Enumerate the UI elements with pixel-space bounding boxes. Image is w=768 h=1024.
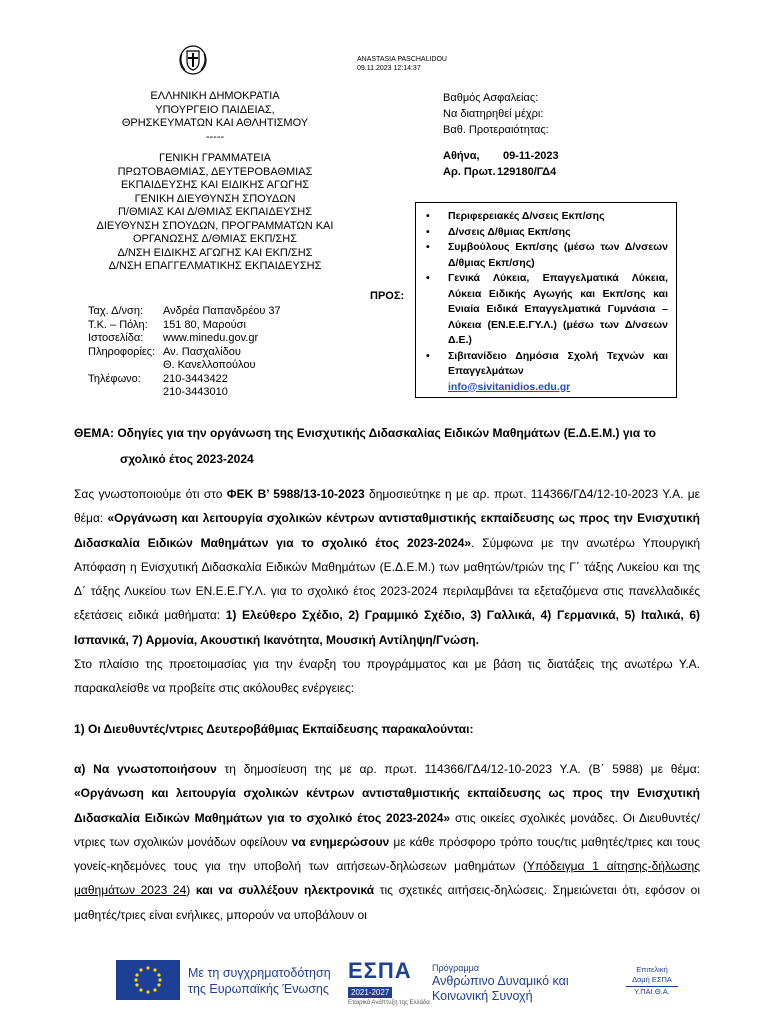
retention: Να διατηρηθεί μέχρι: — [443, 108, 544, 120]
espa-logo: ΕΣΠΑ 2021-2027 Εταιρικό Ανάπτυξη της Ελλάδα — [348, 958, 430, 1006]
subject — [74, 420, 704, 472]
subject-line: ΘΕΜΑ: Οδηγίες για την οργάνωση της Ενισχυτικής Διδασκαλίας Ειδικών Μαθημάτων (Ε.Δ.Ε.Μ.) για το — [74, 426, 656, 440]
priority: Βαθ. Προτεραιότητας: — [443, 124, 549, 136]
paragraph: α) Να γνωστοποιήσουν τη δημοσίευση της με αρ. πρωτ. 114366/ΓΔ4/12-10-2023 Υ.Α. (Β΄ 5988) με θέμα: «Οργάνωση και λειτουργία σχολικών κέντρων αντισταθμιστικής εκπαίδευσης ως προς την Ενισχυτική Διδασκαλία Ειδικών Μαθημάτων για το σχολικό έτος 2023-2024» στις οικείες σχολικές μονάδες. Οι Διευθυντές/ντριες των σχολικών μονάδων οφείλουν να ενημερώσουν με κάθε πρόσφορο τρόπο τους/τις μαθητές/τριες και τους γονείς-κηδεμόνες τους για την υποβολή των αιτήσεων-δηλώσεων μαθημάτων (Υπόδειγμα 1 αίτησης-δήλωσης μαθημάτων 2023 24) και να συλλέξουν ηλεκτρονικά τις σχετικές αιτήσεις-δηλώσεις. Σημειώνεται ότι, εφόσον οι μαθητές/τριες είναι ενήλικες, μπορούν να υποβάλουν οι — [74, 761, 700, 922]
header-line: ΠΡΩΤΟΒΑΘΜΙΑΣ, ΔΕΥΤΕΡΟΒΑΘΜΙΑΣ — [117, 165, 313, 178]
recipient-item: • Συμβούλους Εκπ/σης (μέσω των Δ/νσεων Δ/θμιας Εκπ/σης) — [426, 241, 668, 269]
recipients-box — [415, 202, 677, 398]
header-line: Δ/ΝΣΗ ΕΠΑΓΓΕΛΜΑΤΙΚΗΣ ΕΚΠΑΙΔΕΥΣΗΣ — [108, 260, 322, 272]
section-heading: 1) Οι Διευθυντές/ντριες Δευτεροβάθμιας Εκπαίδευσης παρακαλούνται: — [74, 721, 474, 736]
recipient-item: • Γενικά Λύκεια, Επαγγελματικά Λύκεια, Λύκεια Ειδικής Αγωγής και Εκπ/σης και Ενιαία Ειδικά Επαγγελματικά Γυμνάσια – Λύκεια (ΕΝ.Ε.Ε.ΓΥ.Λ.) (μέσω των Δ/νσεων Δ.Ε.) — [426, 272, 668, 346]
greek-emblem-icon — [178, 42, 208, 76]
agency-logo: Επιτελική Δομή ΕΣΠΑ Υ.ΠΑΙ.Θ.Α. — [612, 965, 692, 997]
contact-row: Τηλέφωνο: 210-3443422 — [88, 372, 228, 385]
template-link[interactable]: Υπόδειγμα 1 αίτησης-δήλωσης μαθημάτων 2023 24 — [74, 859, 700, 898]
contact-row: Ιστοσελίδα: www.minedu.gov.gr — [88, 332, 259, 344]
contact-row: Θ. Κανελλοπούλου — [163, 359, 256, 371]
subject-line: σχολικό έτος 2023-2024 — [120, 452, 254, 466]
contact-info — [88, 305, 281, 400]
contact-row: Τ.Κ. – Πόλη: 151 80, Μαρούσι — [88, 318, 246, 331]
digital-signature — [357, 55, 447, 73]
place: Αθήνα, — [443, 150, 480, 162]
header-line: ΓΕΝΙΚΗ ΓΡΑΜΜΑΤΕΙΑ — [159, 152, 271, 164]
recipient-item: • Περιφερειακές Δ/νσεις Εκπ/σης — [426, 210, 605, 222]
header-line: ΓΕΝΙΚΗ ΔΙΕΥΘΥΝΣΗ ΣΠΟΥΔΩΝ — [134, 192, 296, 205]
header-line: ΕΚΠΑΙΔΕΥΣΗΣ ΚΑΙ ΕΙΔΙΚΗΣ ΑΓΩΓΗΣ — [120, 179, 310, 191]
date-protocol — [443, 148, 559, 180]
header-line: ΕΛΛΗΝΙΚΗ ΔΗΜΟΚΡΑΤΙΑ — [150, 90, 280, 102]
recipient-item: • Σιβιτανίδειο Δημόσια Σχολή Τεχνών και Επαγγελμάτων — [426, 349, 668, 377]
signature-datetime: 09.11.2023 12:14:37 — [357, 65, 421, 72]
header-line: Δ/ΝΣΗ ΕΙΔΙΚΗΣ ΑΓΩΓΗΣ ΚΑΙ ΕΚΠ/ΣΗΣ — [117, 246, 313, 259]
eu-cofunding-text: Με τη συγχρηματοδότηση της Ευρωπαϊκής Ένωσης — [188, 966, 331, 996]
security-level: Βαθμός Ασφαλείας: — [443, 92, 539, 104]
contact-row: Πληροφορίες: Αν. Πασχαλίδου — [88, 345, 241, 358]
signature-name: ANASTASIA PASCHALIDOU — [357, 56, 447, 63]
issuer-header — [60, 90, 370, 274]
paragraph: Στο πλαίσιο της προετοιμασίας για την έναρξη του προγράμματος και με βάση τις διατάξεις της ανωτέρω Υ.Α. παρακαλείσθε να προβείτε στις ακόλουθες ενέργειες: — [74, 657, 700, 696]
recipients-label: ΠΡΟΣ: — [370, 290, 405, 302]
recipient-email-link[interactable]: info@sivitanidios.edu.gr — [448, 380, 571, 393]
header-line: ΔΙΕΥΘΥΝΣΗ ΣΠΟΥΔΩΝ, ΠΡΟΓΡΑΜΜΑΤΩΝ ΚΑΙ — [96, 219, 334, 232]
paragraph: Σας γνωστοποιούμε ότι στο ΦΕΚ Β’ 5988/13-10-2023 δημοσιεύτηκε η με αρ. πρωτ. 114366/ΓΔ4/12-10-2023 Υ.Α. με θέμα: «Οργάνωση και λειτουργία σχολικών κέντρων αντισταθμιστικής εκπαίδευσης ως προς την Ενισχυτική Διδασκαλία Ειδικών Μαθημάτων για το σχολικό έτος 2023-2024». Σύμφωνα με την ανωτέρω Υπουργική Απόφαση η Ενισχυτική Διδασκαλία Ειδικών Μαθημάτων (Ε.Δ.Ε.Μ.) των μαθητών/τριών της Γ΄ τάξης Λυκείου και της Δ΄ τάξης Λυκείου των ΕΝ.Ε.Ε.ΓΥ.Λ. για το σχολικό έτος 2023-2024 περιλαμβάνει τα εξεταζόμενα στις πανελλαδικές εξετάσεις ειδικά μαθήματα: 1) Ελεύθερο Σχέδιο, 2) Γραμμικό Σχέδιο, 3) Γαλλικά, 4) Γερμανικά, 5) Ιταλικά, 6) Ισπανικά, 7) Αρμονία, Ακουστική Ικανότητα, Μουσική Αντίληψη/Γνώση. — [74, 487, 700, 647]
contact-row: Ταχ. Δ/νση: Ανδρέα Παπανδρέου 37 — [88, 305, 281, 317]
protocol-label: Αρ. Πρωτ. — [443, 166, 496, 178]
header-line: ΟΡΓΑΝΩΣΗΣ Δ/ΘΜΙΑΣ ΕΚΠ/ΣΗΣ — [132, 233, 298, 245]
contact-row: 210-3443010 — [163, 386, 228, 398]
protocol-number: 129180/ΓΔ4 — [497, 166, 557, 178]
header-line: ΥΠΟΥΡΓΕΙΟ ΠΑΙΔΕΙΑΣ, — [155, 103, 275, 116]
programme-logo: Πρόγραμμα Ανθρώπινο Δυναμικό και Κοινωνική Συνοχή — [432, 963, 569, 1003]
security-info — [443, 90, 549, 138]
header-line: ΘΡΗΣΚΕΥΜΑΤΩΝ ΚΑΙ ΑΘΛΗΤΙΣΜΟΥ — [121, 117, 309, 129]
document-body — [74, 482, 700, 927]
eu-flag-icon — [116, 960, 180, 1000]
document-date: 09-11-2023 — [503, 150, 559, 162]
header-line: ----- — [205, 130, 225, 143]
recipient-item: • Δ/νσεις Δ/θμιας Εκπ/σης — [426, 225, 571, 238]
header-line: Π/ΘΜΙΑΣ ΚΑΙ Δ/ΘΜΙΑΣ ΕΚΠΑΙΔΕΥΣΗΣ — [117, 206, 313, 218]
